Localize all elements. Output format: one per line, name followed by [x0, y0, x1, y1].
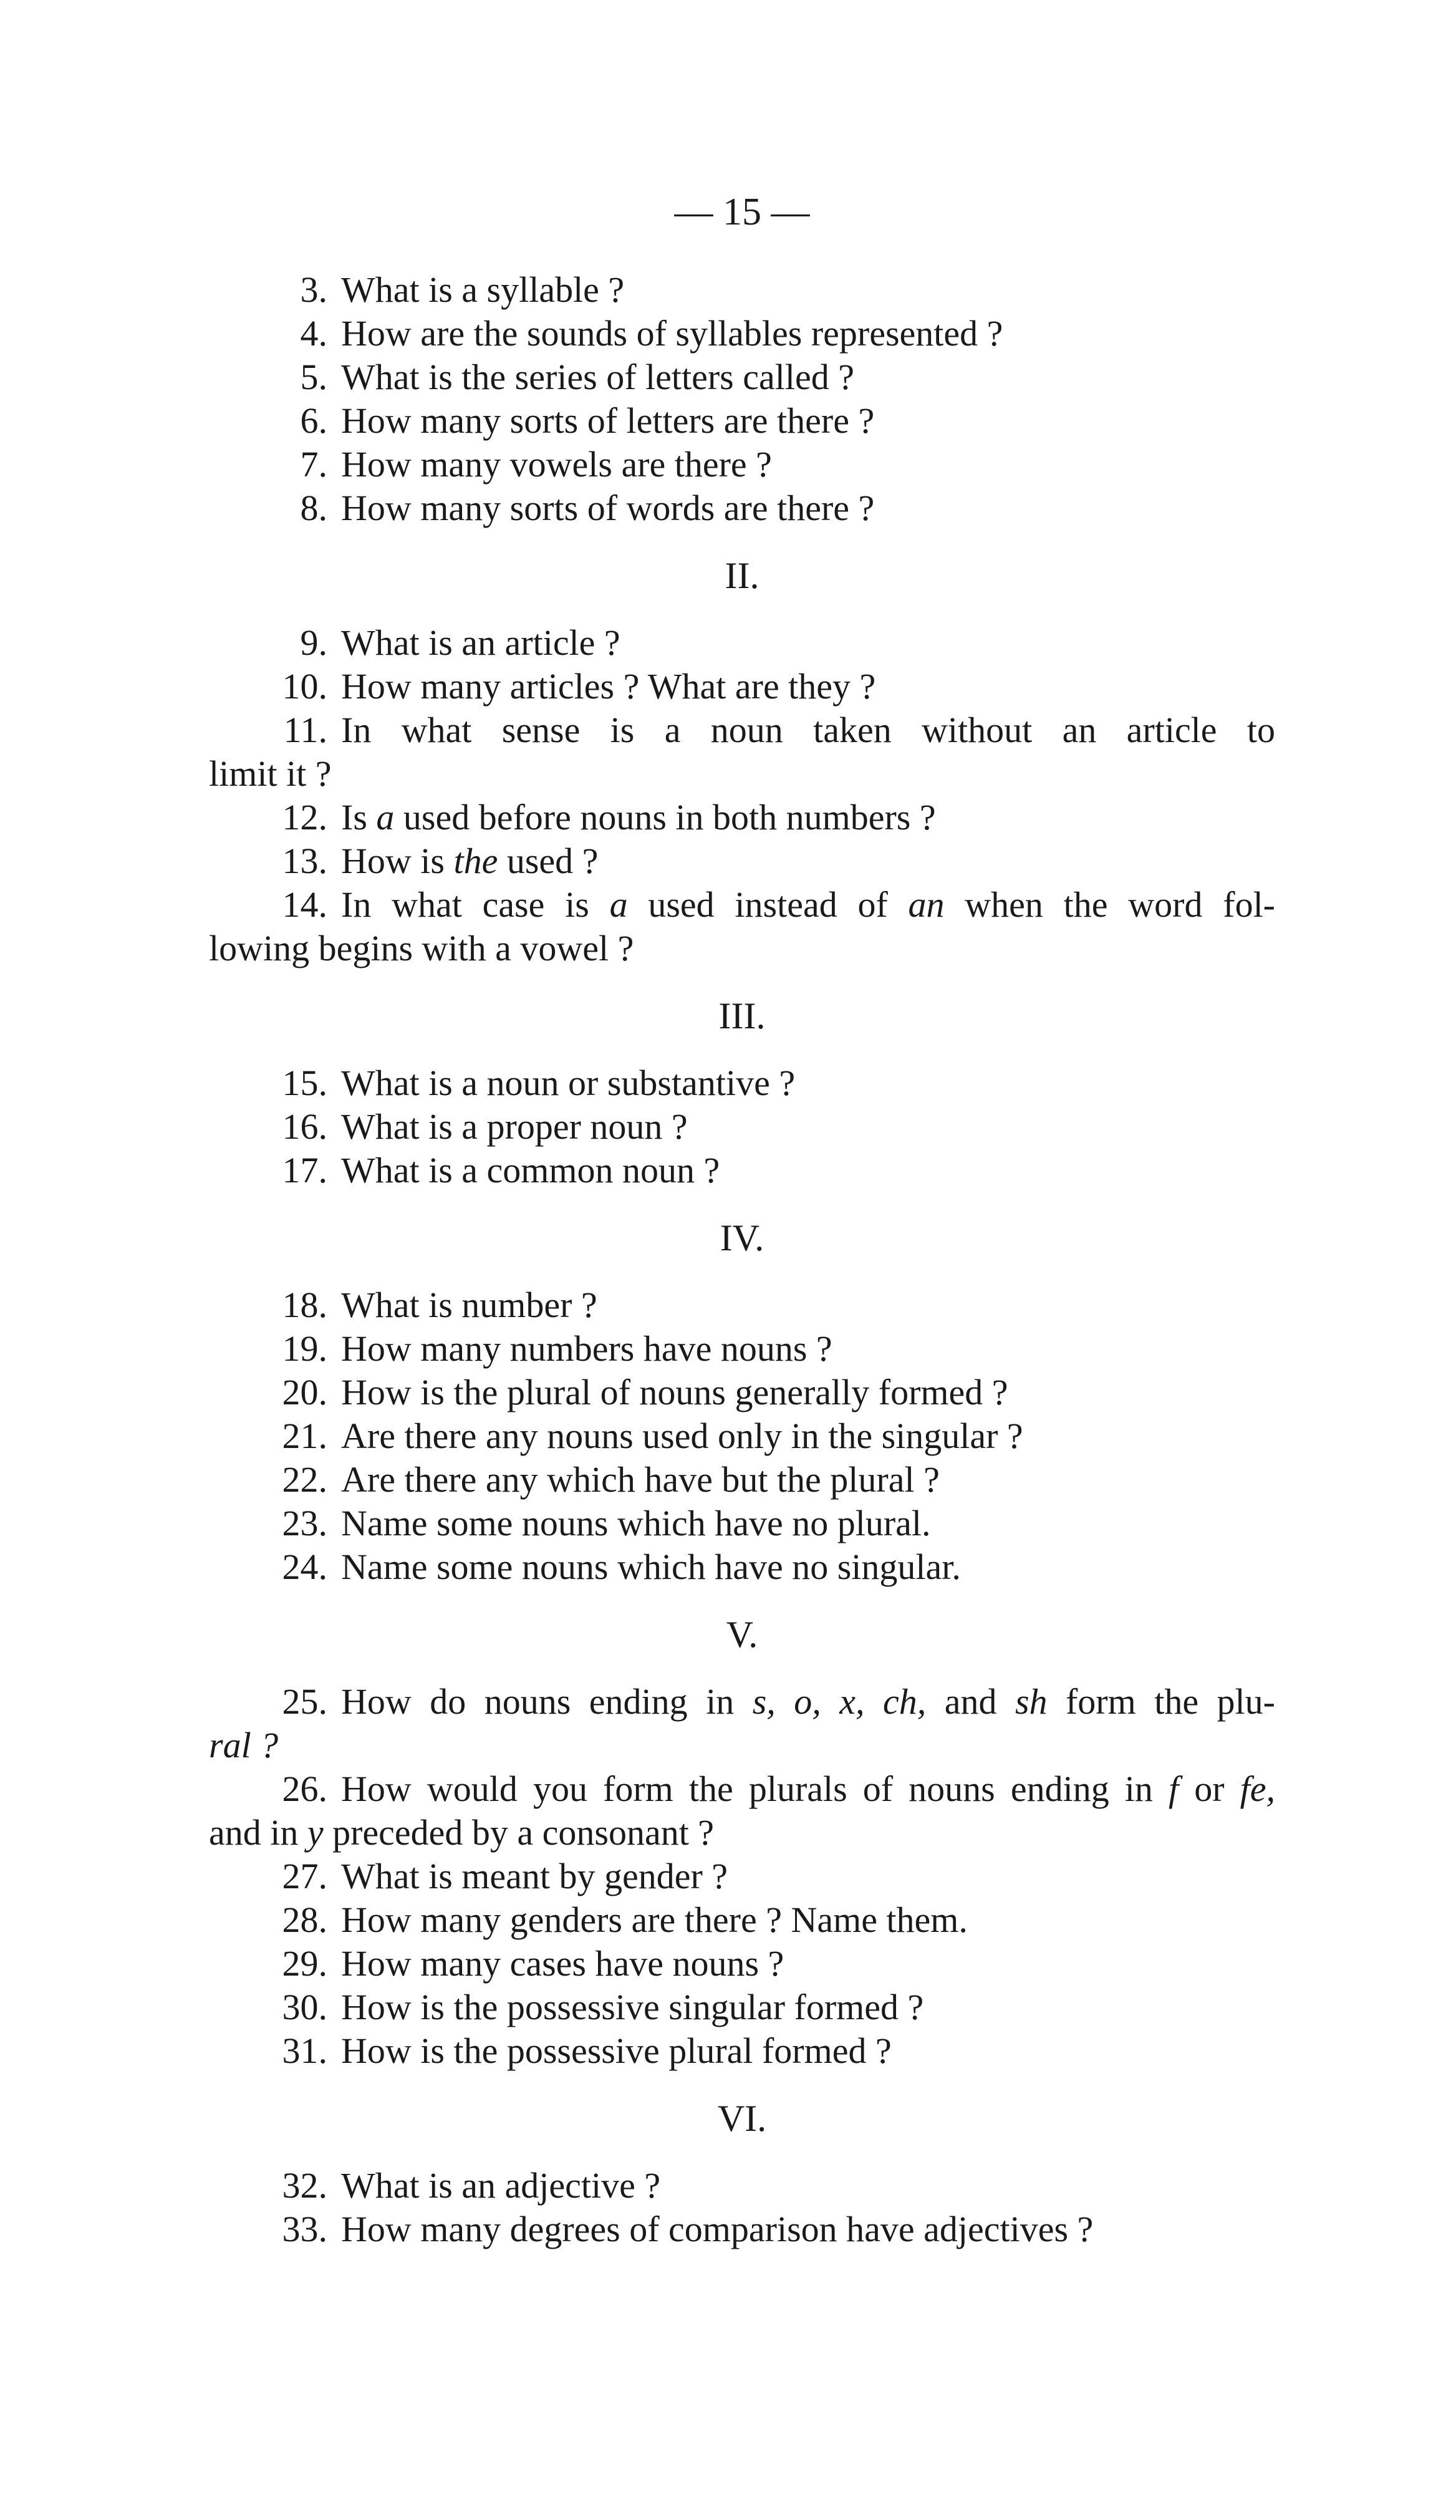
question-text: What is a noun or substantive ? [341, 1063, 796, 1103]
question-text: How many sorts of words are there ? [341, 488, 875, 528]
question-text: How many degrees of comparison have adjectives ? [341, 2209, 1094, 2249]
question-text: How many cases have nouns ? [341, 1943, 784, 1984]
section-heading-ii: II. [725, 555, 759, 596]
question-number: 19. [282, 1328, 327, 1369]
question-text: How is the used ? [341, 841, 599, 881]
question-text: Name some nouns which have no singular. [341, 1547, 961, 1587]
question-number: 14. [282, 884, 327, 925]
question-30 [209, 1986, 1275, 2029]
question-number: 25. [282, 1681, 327, 1722]
question-number: 28. [282, 1900, 327, 1940]
question-number: 29. [282, 1943, 327, 1984]
question-text: What is the series of letters called ? [341, 357, 854, 397]
question-text-line2: limit it ? [209, 753, 332, 794]
question-number: 6. [300, 400, 327, 441]
question-13 [209, 839, 1275, 883]
question-32 [209, 2164, 1275, 2208]
question-text: How many sorts of letters are there ? [341, 400, 875, 441]
question-28 [209, 1898, 1275, 1942]
question-4 [209, 312, 1275, 355]
question-number: 10. [282, 666, 327, 707]
question-text-line2: ral ? [209, 1725, 279, 1765]
section-heading-iii: III. [718, 995, 766, 1036]
question-number: 23. [282, 1503, 327, 1543]
question-number: 4. [300, 313, 327, 354]
question-number: 20. [282, 1372, 327, 1412]
question-text: How are the sounds of syllables represented ? [341, 313, 1003, 354]
question-number: 17. [282, 1150, 327, 1190]
question-7 [209, 443, 1275, 486]
question-number: 26. [282, 1769, 327, 1809]
question-number: 32. [282, 2165, 327, 2206]
question-text: How is the plural of nouns generally formed ? [341, 1372, 1008, 1412]
question-12 [209, 796, 1275, 839]
question-number: 15. [282, 1063, 327, 1103]
question-9 [209, 621, 1275, 665]
question-number: 22. [282, 1459, 327, 1500]
question-text: What is a syllable ? [341, 269, 625, 310]
question-21 [209, 1414, 1275, 1458]
question-text: How is the possessive plural formed ? [341, 2030, 892, 2071]
question-number: 31. [282, 2030, 327, 2071]
question-text: What is meant by gender ? [341, 1856, 728, 1896]
question-16 [209, 1105, 1275, 1149]
section-heading-v: V. [726, 1614, 758, 1655]
question-11 [209, 708, 1275, 796]
section-heading-vi: VI. [717, 2098, 767, 2139]
question-text-line1: In what case is a used instead of an when the word fol- [341, 884, 1275, 925]
question-29 [209, 1942, 1275, 1986]
question-number: 12. [282, 797, 327, 838]
question-number: 13. [282, 841, 327, 881]
question-text: Is a used before nouns in both numbers ? [341, 797, 936, 838]
question-24 [209, 1545, 1275, 1589]
question-31 [209, 2029, 1275, 2073]
question-number: 30. [282, 1987, 327, 2027]
question-text: What is an article ? [341, 622, 620, 663]
question-3 [209, 268, 1275, 312]
question-number: 7. [300, 444, 327, 485]
question-text: How is the possessive singular formed ? [341, 1987, 924, 2027]
question-number: 21. [282, 1416, 327, 1456]
question-19 [209, 1327, 1275, 1371]
question-text: Are there any nouns used only in the singular ? [341, 1416, 1023, 1456]
question-text-line2: lowing begins with a vowel ? [209, 928, 634, 968]
question-17 [209, 1149, 1275, 1192]
question-number: 8. [300, 488, 327, 528]
question-14 [209, 883, 1275, 970]
question-text: How many vowels are there ? [341, 444, 772, 485]
question-18 [209, 1283, 1275, 1327]
question-number: 11. [283, 710, 327, 750]
question-number: 27. [282, 1856, 327, 1896]
question-25 [209, 1680, 1275, 1767]
question-26 [209, 1767, 1275, 1855]
question-text-line1: How would you form the plurals of nouns ending in f or fe, [341, 1769, 1275, 1809]
question-text: What is number ? [341, 1285, 597, 1325]
question-text: What is a common noun ? [341, 1150, 720, 1190]
question-text: How many genders are there ? Name them. [341, 1900, 968, 1940]
question-number: 33. [282, 2209, 327, 2249]
question-text-line1: How do nouns ending in s, o, x, ch, and sh form the plu- [341, 1681, 1275, 1722]
section-heading-iv: IV. [720, 1217, 764, 1258]
question-text: What is a proper noun ? [341, 1106, 688, 1147]
question-text: Name some nouns which have no plural. [341, 1503, 931, 1543]
question-number: 24. [282, 1547, 327, 1587]
question-6 [209, 399, 1275, 443]
question-20 [209, 1371, 1275, 1414]
question-text-line1: In what sense is a noun taken without an article to [341, 710, 1275, 750]
question-number: 9. [300, 622, 327, 663]
question-text: Are there any which have but the plural ? [341, 1459, 940, 1500]
question-27 [209, 1855, 1275, 1898]
question-text: How many numbers have nouns ? [341, 1328, 832, 1369]
question-number: 5. [300, 357, 327, 397]
question-15 [209, 1061, 1275, 1105]
question-10 [209, 665, 1275, 708]
question-text: How many articles ? What are they ? [341, 666, 876, 707]
question-number: 3. [300, 269, 327, 310]
page-number: — 15 — [674, 191, 810, 233]
question-8 [209, 486, 1275, 530]
question-22 [209, 1458, 1275, 1502]
question-text: What is an adjective ? [341, 2165, 661, 2206]
question-5 [209, 355, 1275, 399]
question-number: 16. [282, 1106, 327, 1147]
text-block [209, 181, 1275, 2251]
question-number: 18. [282, 1285, 327, 1325]
question-33 [209, 2208, 1275, 2251]
question-23 [209, 1502, 1275, 1545]
question-text-line2: and in y preceded by a consonant ? [209, 1812, 715, 1853]
